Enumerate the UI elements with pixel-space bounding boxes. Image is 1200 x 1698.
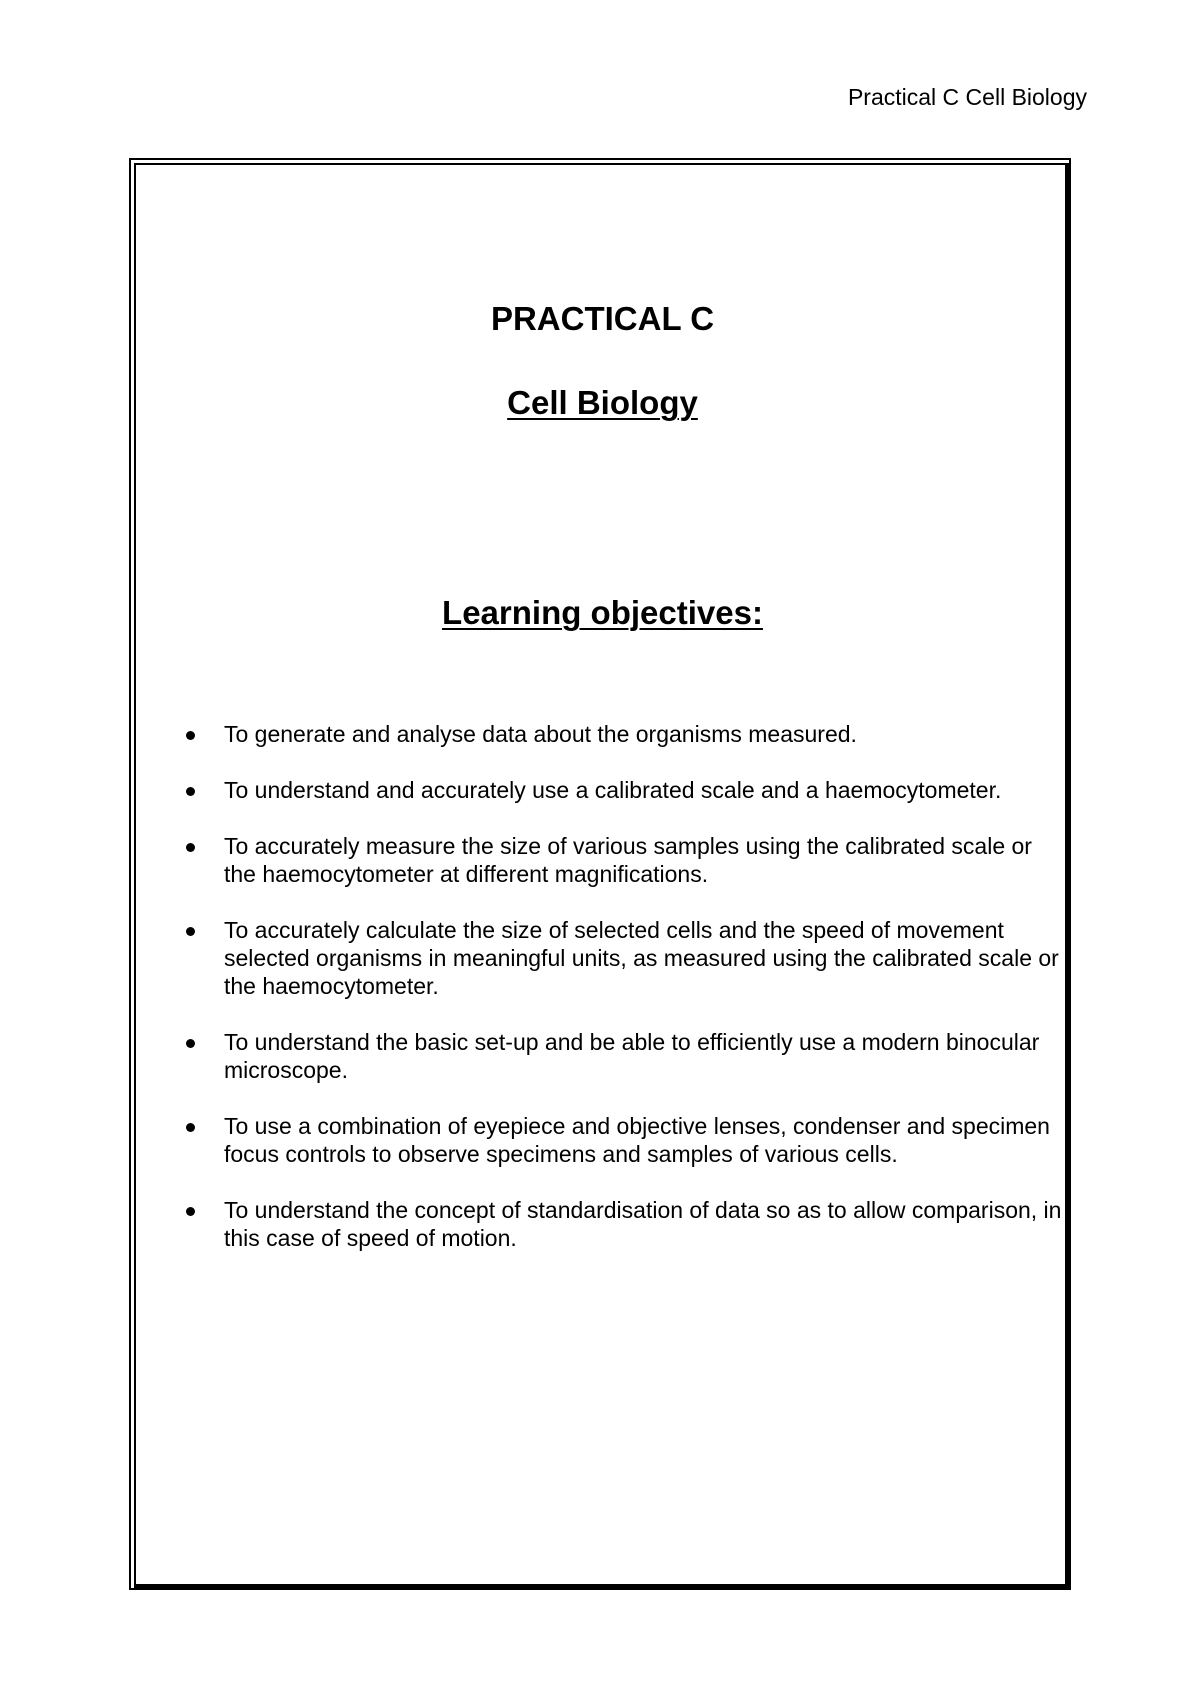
objective-text: To accurately measure the size of various samples using the calibrated scale or the haemocytometer at different magnifications. xyxy=(224,833,1032,887)
objective-item xyxy=(186,1112,1066,1168)
objective-text: To understand the concept of standardisation of data so as to allow comparison, in this case of speed of motion. xyxy=(224,1197,1062,1251)
practical-subtitle: Cell Biology xyxy=(507,384,698,421)
bullet-icon xyxy=(186,731,195,740)
running-header: Practical C Cell Biology xyxy=(847,84,1087,110)
objective-text: To accurately calculate the size of selected cells and the speed of movement selected organisms in meaningful units, as measured using the calibrated scale or the haemocytometer. xyxy=(224,917,1059,999)
objectives-list xyxy=(186,720,1066,1280)
objective-text: To use a combination of eyepiece and objective lenses, condenser and specimen focus controls to observe specimens and samples of various cells. xyxy=(224,1113,1050,1167)
bullet-icon xyxy=(186,1123,195,1132)
objective-item xyxy=(186,1196,1066,1252)
objective-item xyxy=(186,720,1066,748)
objective-text: To understand the basic set-up and be able to efficiently use a modern binocular microscope. xyxy=(224,1029,1040,1083)
objective-item xyxy=(186,916,1066,1000)
objective-item xyxy=(186,832,1066,888)
objective-item xyxy=(186,776,1066,804)
bullet-icon xyxy=(186,1039,195,1048)
bullet-icon xyxy=(186,787,195,796)
bullet-icon xyxy=(186,1207,195,1216)
objective-text: To generate and analyse data about the organisms measured. xyxy=(224,721,857,747)
bullet-icon xyxy=(186,843,195,852)
bullet-icon xyxy=(186,927,195,936)
objective-text: To understand and accurately use a calibrated scale and a haemocytometer. xyxy=(224,777,1002,803)
objectives-heading: Learning objectives: xyxy=(442,594,763,631)
practical-title: PRACTICAL C xyxy=(490,300,715,337)
objective-item xyxy=(186,1028,1066,1084)
